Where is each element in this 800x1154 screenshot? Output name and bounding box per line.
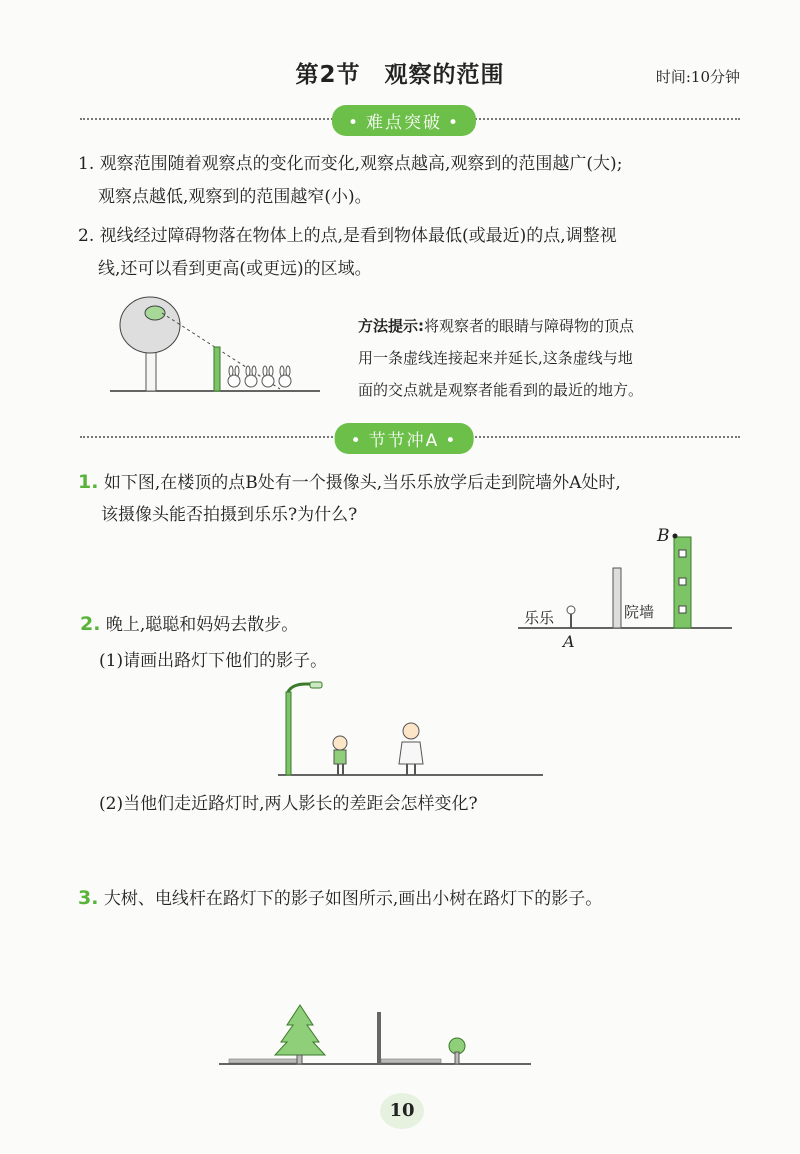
label-a: A bbox=[563, 632, 575, 651]
question-2-line-1: 晚上,聪聪和妈妈去散步。 bbox=[105, 615, 299, 635]
hint-line-1: 将观察者的眼睛与障碍物的顶点 bbox=[424, 317, 635, 335]
sightline-illustration bbox=[110, 285, 325, 400]
hint-line-3: 面的交点就是观察者能看到的最近的地方。 bbox=[358, 381, 644, 399]
hint-label: 方法提示: bbox=[358, 317, 424, 335]
point-1-line-1: 1. 观察范围随着观察点的变化而变化,观察点越高,观察到的范围越广(大); bbox=[78, 154, 623, 174]
question-3 bbox=[78, 882, 602, 916]
shadow-diagram bbox=[215, 1000, 535, 1070]
question-2-sub-2: (2)当他们走近路灯时,两人影长的差距会怎样变化? bbox=[99, 794, 478, 814]
question-2-number: 2. bbox=[80, 613, 101, 635]
question-2-sub-1: (1)请画出路灯下他们的影子。 bbox=[99, 651, 328, 671]
time-limit: 时间:10分钟 bbox=[655, 68, 740, 86]
page-number: 10 bbox=[380, 1093, 424, 1129]
question-3-line-1: 大树、电线杆在路灯下的影子如图所示,画出小树在路灯下的影子。 bbox=[103, 889, 603, 909]
question-1-number: 1. bbox=[78, 471, 99, 493]
section-label-practice-a: • 节节冲A • bbox=[335, 423, 474, 454]
question-3-number: 3. bbox=[78, 887, 99, 909]
label-wall: 院墙 bbox=[624, 603, 655, 621]
label-lele: 乐乐 bbox=[524, 609, 555, 627]
question-1-line-2: 该摄像头能否拍摄到乐乐?为什么? bbox=[101, 505, 358, 525]
question-1-line-1: 如下图,在楼顶的点B处有一个摄像头,当乐乐放学后走到院墙外A处时, bbox=[103, 473, 621, 493]
section-label-difficulty: • 难点突破 • bbox=[332, 105, 476, 136]
page-title: 第2节 观察的范围 bbox=[295, 62, 505, 88]
point-2-line-2: 线,还可以看到更高(或更远)的区域。 bbox=[98, 259, 372, 279]
streetlight-diagram bbox=[278, 678, 548, 783]
point-2-line-1: 2. 视线经过障碍物落在物体上的点,是看到物体最低(或最近)的点,调整视 bbox=[78, 226, 617, 246]
point-1-line-2: 观察点越低,观察到的范围越窄(小)。 bbox=[98, 187, 372, 207]
hint-line-2: 用一条虚线连接起来并延长,这条虚线与地 bbox=[358, 349, 633, 367]
method-hint bbox=[358, 310, 634, 342]
question-1 bbox=[78, 466, 621, 500]
label-b: B bbox=[657, 526, 670, 546]
question-2 bbox=[80, 608, 298, 642]
camera-diagram bbox=[518, 520, 738, 655]
